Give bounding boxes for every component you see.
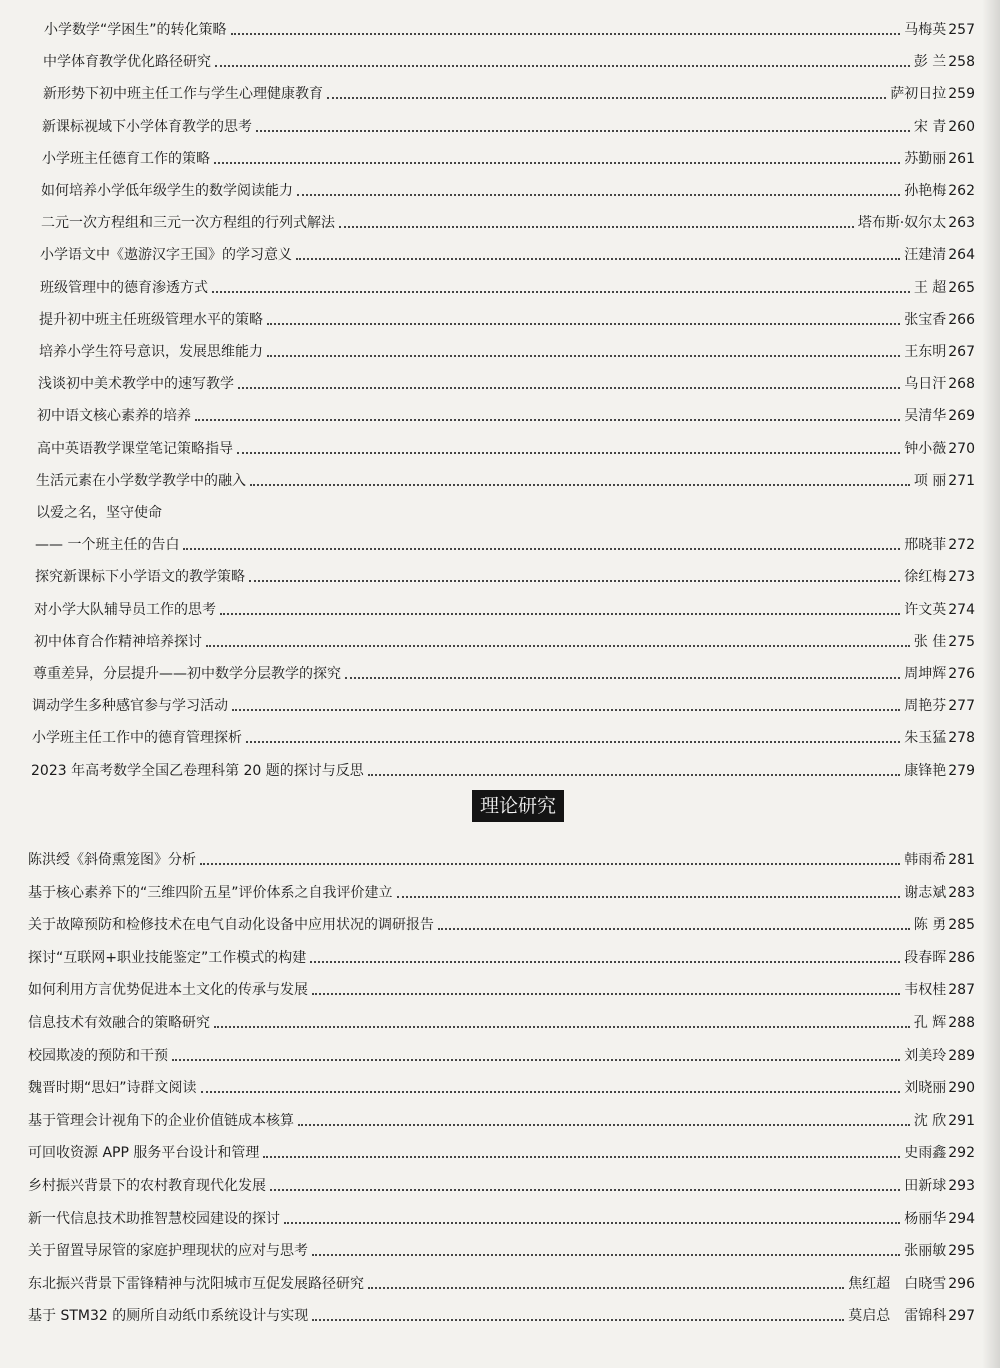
entry-title: 探讨“互联网+职业技能鉴定”工作模式的构建 [28, 950, 307, 966]
toc-entry[interactable] [43, 86, 975, 102]
entry-title: 二元一次方程组和三元一次方程组的行列式解法 [41, 215, 335, 231]
entry-author: 孔 辉 [913, 1015, 947, 1031]
entry-author: 徐红梅 [904, 569, 947, 585]
entry-author: 钟小薇 [904, 441, 947, 457]
entry-page-number: 279 [948, 763, 975, 779]
entry-page-number: 257 [948, 22, 975, 38]
entry-page-number: 277 [948, 698, 975, 714]
entry-page-number: 266 [948, 312, 975, 328]
entry-title: 小学班主任工作中的德育管理探析 [32, 730, 242, 746]
entry-title: 培养小学生符号意识，发展思维能力 [39, 344, 263, 360]
leader-dots [327, 96, 886, 99]
entry-author: 宋 青 [913, 119, 947, 135]
entry-page-number: 272 [948, 537, 975, 553]
entry-author: 塔布斯·奴尔太 [857, 215, 947, 231]
entry-page-number: 290 [948, 1080, 975, 1096]
leader-dots [200, 862, 900, 865]
entry-page-number: 263 [948, 215, 975, 231]
entry-author: 康锋艳 [904, 763, 947, 779]
entry-title: 尊重差异，分层提升——初中数学分层教学的探究 [33, 666, 341, 682]
toc-entry[interactable] [28, 1113, 975, 1129]
leader-dots [397, 895, 901, 898]
entry-page-number: 293 [948, 1178, 975, 1194]
entry-page-number: 260 [948, 119, 975, 135]
entry-title: 魏晋时期“思妇”诗群文阅读 [28, 1080, 197, 1096]
page-edge-shadow [982, 0, 1000, 1368]
entry-author: 王东明 [904, 344, 947, 360]
leader-dots [183, 547, 900, 550]
leader-dots [232, 708, 900, 711]
leader-dots [339, 225, 854, 228]
leader-dots [312, 1318, 844, 1321]
entry-title: 关于故障预防和检修技术在电气自动化设备中应用状况的调研报告 [28, 917, 434, 933]
leader-dots [267, 322, 900, 325]
entry-author: 刘美玲 [904, 1048, 947, 1064]
entry-title: 陈洪绶《斜倚熏笼图》分析 [28, 852, 196, 868]
leader-dots [256, 129, 910, 132]
toc-entry[interactable] [28, 1211, 975, 1227]
leader-dots [312, 992, 900, 995]
entry-author: 孙艳梅 [904, 183, 947, 199]
toc-entry[interactable] [33, 666, 975, 682]
entry-author: 杨丽华 [904, 1211, 947, 1227]
entry-title: 对小学大队辅导员工作的思考 [34, 602, 216, 618]
toc-entry[interactable] [28, 917, 975, 933]
entry-author: 萨初日拉 [890, 86, 947, 102]
entry-author: 乌日汗 [904, 376, 947, 392]
leader-dots [249, 579, 900, 582]
entry-title: 信息技术有效融合的策略研究 [28, 1015, 210, 1031]
entry-title: 小学语文中《遨游汉字王国》的学习意义 [40, 247, 292, 263]
entry-title: 基于核心素养下的“三维四阶五星”评价体系之自我评价建立 [28, 885, 393, 901]
entry-author: 沈 欣 [913, 1113, 947, 1129]
entry-page-number: 287 [948, 982, 975, 998]
entry-page-number: 270 [948, 441, 975, 457]
entry-title: 初中语文核心素养的培养 [37, 408, 191, 424]
leader-dots [237, 451, 900, 454]
toc-entry[interactable] [34, 634, 975, 650]
entry-author: 张丽敏 [904, 1243, 947, 1259]
entry-title: —— 一个班主任的告白 [35, 537, 180, 553]
entry-page-number: 286 [948, 950, 975, 966]
leader-dots [220, 612, 900, 615]
entry-page-number: 297 [948, 1308, 975, 1324]
entry-page-number: 275 [948, 634, 975, 650]
entry-page-number: 259 [948, 86, 975, 102]
leader-dots [368, 773, 900, 776]
toc-entry[interactable] [28, 1080, 975, 1096]
leader-dots [214, 161, 900, 164]
entry-author: 周艳芬 [904, 698, 947, 714]
leader-dots [310, 960, 900, 963]
entry-author: 韩雨希 [904, 852, 947, 868]
toc-entry[interactable] [37, 408, 975, 424]
leader-dots [297, 193, 900, 196]
toc-entry[interactable] [28, 1243, 975, 1259]
entry-title: 调动学生多种感官参与学习活动 [32, 698, 228, 714]
leader-dots [296, 257, 900, 260]
entry-author: 莫启总 雷锦科 [848, 1308, 947, 1324]
entry-author: 苏勤丽 [904, 151, 947, 167]
entry-author: 许文英 [904, 602, 947, 618]
toc-entry[interactable] [42, 151, 975, 167]
entry-title: 基于 STM32 的厕所自动纸巾系统设计与实现 [28, 1308, 309, 1324]
leader-dots [267, 354, 900, 357]
entry-author: 汪建清 [904, 247, 947, 263]
entry-title: 探究新课标下小学语文的教学策略 [35, 569, 245, 585]
entry-title: 2023 年高考数学全国乙卷理科第 20 题的探讨与反思 [31, 763, 364, 779]
entry-title: 新形势下初中班主任工作与学生心理健康教育 [43, 86, 323, 102]
leader-dots [368, 1286, 844, 1289]
entry-title: 以爱之名，坚守使命 [36, 505, 162, 521]
entry-page-number: 262 [948, 183, 975, 199]
entry-page-number: 258 [948, 54, 975, 70]
toc-entry[interactable] [41, 215, 975, 231]
toc-entry[interactable] [34, 602, 975, 618]
entry-author: 焦红超 白晓雪 [848, 1276, 947, 1292]
entry-title: 校园欺凌的预防和干预 [28, 1048, 168, 1064]
entry-page-number: 285 [948, 917, 975, 933]
entry-title: 可回收资源 APP 服务平台设计和管理 [28, 1145, 260, 1161]
entry-page-number: 261 [948, 151, 975, 167]
entry-author: 张宝香 [904, 312, 947, 328]
entry-author: 马梅英 [904, 22, 947, 38]
entry-title: 初中体育合作精神培养探讨 [34, 634, 202, 650]
leader-dots [438, 927, 910, 930]
entry-title: 乡村振兴背景下的农村教育现代化发展 [28, 1178, 266, 1194]
leader-dots [298, 1123, 910, 1126]
leader-dots [206, 644, 910, 647]
toc-entry[interactable] [40, 247, 975, 263]
toc-entry[interactable] [39, 344, 975, 360]
leader-dots [212, 290, 910, 293]
leader-dots [270, 1188, 900, 1191]
entry-page-number: 288 [948, 1015, 975, 1031]
entry-page-number: 278 [948, 730, 975, 746]
toc-entry[interactable] [43, 54, 975, 70]
toc-entry[interactable] [38, 376, 975, 392]
entry-page-number: 291 [948, 1113, 975, 1129]
entry-author: 韦权桂 [904, 982, 947, 998]
toc-entry[interactable] [28, 1015, 975, 1031]
entry-page-number: 276 [948, 666, 975, 682]
toc-entry[interactable] [28, 1145, 975, 1161]
entry-page-number: 268 [948, 376, 975, 392]
entry-title: 中学体育教学优化路径研究 [43, 54, 211, 70]
toc-entry[interactable] [44, 22, 975, 38]
entry-title: 生活元素在小学数学教学中的融入 [36, 473, 246, 489]
toc-entry[interactable] [32, 730, 975, 746]
leader-dots [284, 1221, 900, 1224]
toc-entry[interactable] [28, 950, 975, 966]
entry-title: 提升初中班主任班级管理水平的策略 [39, 312, 263, 328]
entry-author: 谢志斌 [904, 885, 947, 901]
entry-author: 吴清华 [904, 408, 947, 424]
leader-dots [215, 64, 910, 67]
entry-title: 浅谈初中美术教学中的速写教学 [38, 376, 234, 392]
entry-page-number: 292 [948, 1145, 975, 1161]
entry-page-number: 296 [948, 1276, 975, 1292]
entry-title: 新一代信息技术助推智慧校园建设的探讨 [28, 1211, 280, 1227]
toc-entry[interactable] [36, 473, 975, 489]
entry-page-number: 294 [948, 1211, 975, 1227]
leader-dots [312, 1253, 900, 1256]
entry-title: 班级管理中的德育渗透方式 [40, 280, 208, 296]
toc-entry[interactable] [42, 119, 975, 135]
leader-dots [250, 483, 910, 486]
entry-author: 朱玉猛 [904, 730, 947, 746]
entry-author: 张 佳 [913, 634, 947, 650]
leader-dots [246, 740, 900, 743]
entry-author: 彭 兰 [913, 54, 947, 70]
toc-entry[interactable] [39, 312, 975, 328]
toc-entry[interactable] [35, 537, 975, 553]
entry-page-number: 289 [948, 1048, 975, 1064]
entry-author: 陈 勇 [913, 917, 947, 933]
leader-dots [345, 676, 900, 679]
toc-entry[interactable] [28, 852, 975, 868]
leader-dots [231, 32, 901, 35]
toc-entry[interactable] [28, 1276, 975, 1292]
toc-entry[interactable] [37, 441, 975, 457]
entry-title: 高中英语教学课堂笔记策略指导 [37, 441, 233, 457]
entry-page-number: 267 [948, 344, 975, 360]
entry-author: 王 超 [913, 280, 947, 296]
leader-dots [214, 1025, 910, 1028]
entry-author: 刘晓丽 [904, 1080, 947, 1096]
entry-title: 如何利用方言优势促进本土文化的传承与发展 [28, 982, 308, 998]
entry-title: 关于留置导尿管的家庭护理现状的应对与思考 [28, 1243, 308, 1259]
entry-page-number: 264 [948, 247, 975, 263]
entry-page-number: 274 [948, 602, 975, 618]
toc-entry[interactable] [31, 763, 975, 779]
toc-entry[interactable] [28, 1178, 975, 1194]
toc-entry-title-line [36, 505, 975, 521]
entry-page-number: 281 [948, 852, 975, 868]
section-heading-theory: 理论研究 [472, 790, 564, 822]
entry-page-number: 283 [948, 885, 975, 901]
entry-author: 项 丽 [913, 473, 947, 489]
entry-title: 新课标视域下小学体育教学的思考 [42, 119, 252, 135]
toc-entry[interactable] [28, 885, 975, 901]
entry-title: 小学班主任德育工作的策略 [42, 151, 210, 167]
entry-page-number: 269 [948, 408, 975, 424]
leader-dots [263, 1155, 900, 1158]
toc-entry[interactable] [28, 982, 975, 998]
entry-title: 如何培养小学低年级学生的数学阅读能力 [41, 183, 293, 199]
entry-page-number: 273 [948, 569, 975, 585]
entry-author: 周坤辉 [904, 666, 947, 682]
toc-entry[interactable] [40, 280, 975, 296]
leader-dots [238, 386, 900, 389]
toc-entry[interactable] [32, 698, 975, 714]
entry-author: 段春晖 [904, 950, 947, 966]
entry-page-number: 271 [948, 473, 975, 489]
entry-title: 基于管理会计视角下的企业价值链成本核算 [28, 1113, 294, 1129]
toc-entry[interactable] [41, 183, 975, 199]
leader-dots [195, 418, 900, 421]
entry-author: 史雨鑫 [904, 1145, 947, 1161]
entry-title: 东北振兴背景下雷锋精神与沈阳城市互促发展路径研究 [28, 1276, 364, 1292]
entry-page-number: 295 [948, 1243, 975, 1259]
leader-dots [201, 1090, 901, 1093]
toc-entry[interactable] [35, 569, 975, 585]
toc-entry[interactable] [28, 1048, 975, 1064]
leader-dots [172, 1058, 900, 1061]
entry-title: 小学数学“学困生”的转化策略 [44, 22, 227, 38]
entry-author: 邢晓菲 [904, 537, 947, 553]
entry-page-number: 265 [948, 280, 975, 296]
toc-entry[interactable] [28, 1308, 975, 1324]
entry-author: 田新球 [904, 1178, 947, 1194]
